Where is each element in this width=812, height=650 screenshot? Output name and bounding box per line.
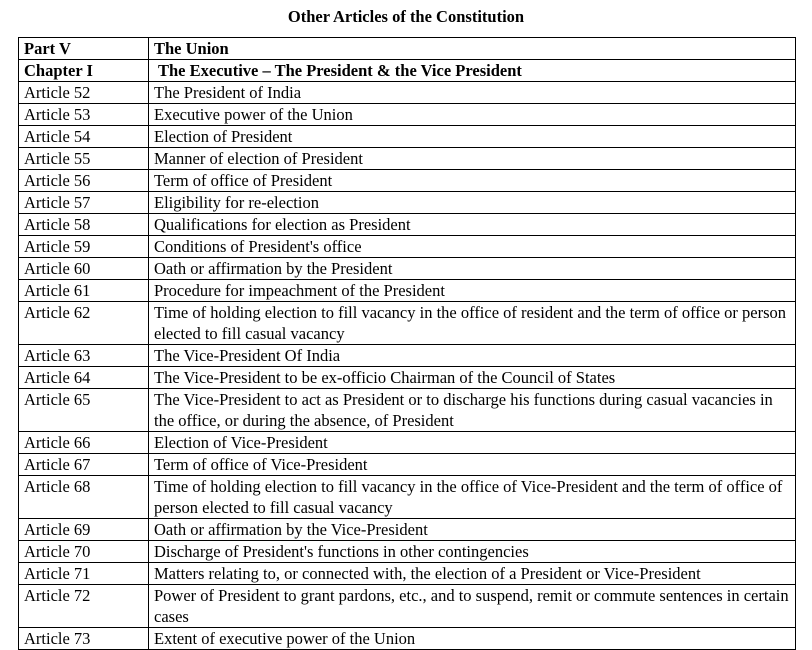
article-description: Oath or affirmation by the President — [149, 258, 796, 280]
article-description: Power of President to grant pardons, etc., and to suspend, remit or commute sentences in certain cases — [149, 585, 796, 628]
table-row — [19, 541, 796, 563]
part-label: Part V — [19, 38, 149, 60]
article-description: Manner of election of President — [149, 148, 796, 170]
article-description: Extent of executive power of the Union — [149, 628, 796, 650]
part-header-row — [19, 38, 796, 60]
table-row — [19, 628, 796, 650]
article-description: Term of office of President — [149, 170, 796, 192]
table-row — [19, 476, 796, 519]
table-row — [19, 148, 796, 170]
table-row — [19, 170, 796, 192]
article-number: Article 54 — [19, 126, 149, 148]
article-number: Article 60 — [19, 258, 149, 280]
article-description: Time of holding election to fill vacancy in the office of resident and the term of office or person elected to fill casual vacancy — [149, 302, 796, 345]
article-description: Term of office of Vice-President — [149, 454, 796, 476]
article-number: Article 71 — [19, 563, 149, 585]
article-description: Election of Vice-President — [149, 432, 796, 454]
page-title: Other Articles of the Constitution — [287, 7, 525, 26]
article-description: Conditions of President's office — [149, 236, 796, 258]
table-row — [19, 454, 796, 476]
article-number: Article 61 — [19, 280, 149, 302]
part-title: The Union — [149, 38, 796, 60]
article-number: Article 70 — [19, 541, 149, 563]
chapter-title: The Executive – The President & the Vice President — [149, 60, 796, 82]
table-row — [19, 126, 796, 148]
table-row — [19, 389, 796, 432]
table-row — [19, 432, 796, 454]
article-description: Oath or affirmation by the Vice-President — [149, 519, 796, 541]
table-row — [19, 585, 796, 628]
article-number: Article 56 — [19, 170, 149, 192]
article-number: Article 52 — [19, 82, 149, 104]
article-description: Eligibility for re-election — [149, 192, 796, 214]
table-row — [19, 104, 796, 126]
article-number: Article 64 — [19, 367, 149, 389]
article-number: Article 69 — [19, 519, 149, 541]
article-number: Article 65 — [19, 389, 149, 432]
article-number: Article 57 — [19, 192, 149, 214]
article-number: Article 62 — [19, 302, 149, 345]
table-row — [19, 214, 796, 236]
article-description: The Vice-President to be ex-officio Chairman of the Council of States — [149, 367, 796, 389]
article-description: Procedure for impeachment of the President — [149, 280, 796, 302]
article-number: Article 63 — [19, 345, 149, 367]
article-description: Election of President — [149, 126, 796, 148]
article-number: Article 68 — [19, 476, 149, 519]
article-number: Article 59 — [19, 236, 149, 258]
article-number: Article 66 — [19, 432, 149, 454]
article-number: Article 67 — [19, 454, 149, 476]
chapter-label: Chapter I — [19, 60, 149, 82]
article-description: Discharge of President's functions in other contingencies — [149, 541, 796, 563]
articles-table — [18, 37, 796, 650]
chapter-header-row — [19, 60, 796, 82]
article-number: Article 73 — [19, 628, 149, 650]
table-row — [19, 82, 796, 104]
article-description: Time of holding election to fill vacancy in the office of Vice-President and the term of office of person elected to fill casual vacancy — [149, 476, 796, 519]
article-description: The Vice-President Of India — [149, 345, 796, 367]
table-row — [19, 519, 796, 541]
table-row — [19, 563, 796, 585]
table-row — [19, 280, 796, 302]
table-row — [19, 236, 796, 258]
article-number: Article 58 — [19, 214, 149, 236]
article-description: The Vice-President to act as President or to discharge his functions during casual vacancies in the office, or during the absence, of President — [149, 389, 796, 432]
article-number: Article 72 — [19, 585, 149, 628]
article-number: Article 53 — [19, 104, 149, 126]
table-row — [19, 258, 796, 280]
table-row — [19, 192, 796, 214]
table-row — [19, 302, 796, 345]
article-description: Matters relating to, or connected with, the election of a President or Vice-President — [149, 563, 796, 585]
article-description: The President of India — [149, 82, 796, 104]
article-description: Qualifications for election as President — [149, 214, 796, 236]
table-row — [19, 367, 796, 389]
article-description: Executive power of the Union — [149, 104, 796, 126]
table-row — [19, 345, 796, 367]
article-number: Article 55 — [19, 148, 149, 170]
